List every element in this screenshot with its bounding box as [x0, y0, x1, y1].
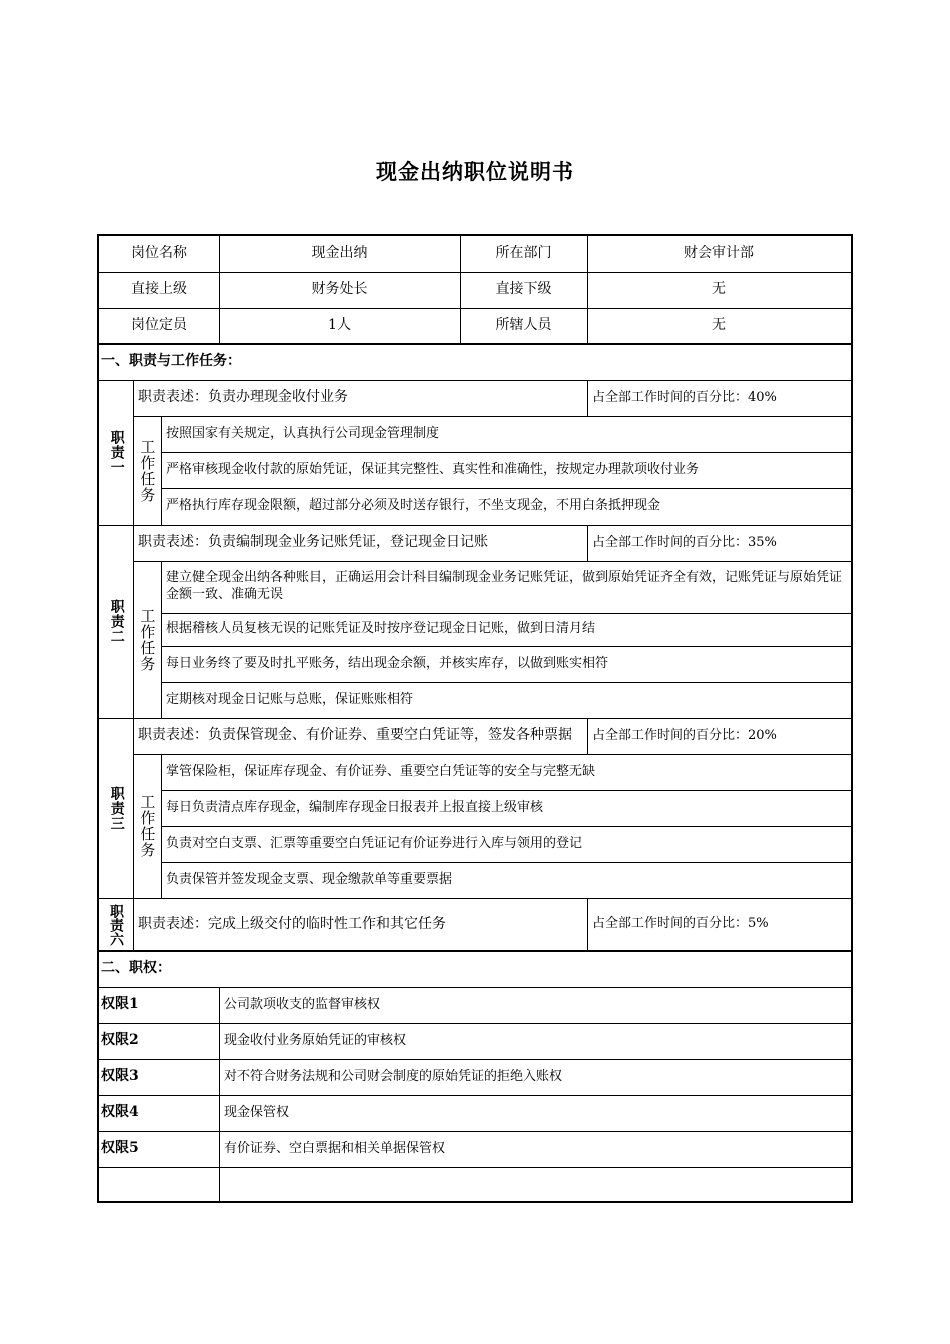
header-value: 无 — [712, 281, 726, 298]
duty-percent: 占全部工作时间的百分比：20% — [592, 727, 777, 743]
header-label: 直接下级 — [495, 281, 552, 298]
column-divider — [219, 987, 220, 1201]
header-label: 所在部门 — [495, 245, 552, 262]
task-label — [133, 754, 161, 898]
column-divider — [587, 525, 588, 561]
column-divider — [587, 898, 588, 951]
row-divider — [161, 613, 851, 614]
task-item: 定期核对现金日记账与总账，保证账账相符 — [166, 691, 414, 707]
row-divider — [99, 950, 851, 952]
right-text: 现金收付业务原始凭证的审核权 — [224, 1032, 407, 1048]
task-item: 按照国家有关规定，认真执行公司现金管理制度 — [166, 425, 440, 441]
right-label — [99, 1167, 219, 1201]
row-divider — [161, 488, 851, 489]
row-divider — [133, 561, 851, 562]
header-label: 所辖人员 — [495, 317, 552, 334]
row-divider — [99, 718, 851, 719]
row-divider — [99, 272, 851, 273]
duty-label-text: 职责六 — [108, 903, 124, 946]
right-label: 权限3 — [101, 1068, 139, 1085]
section-heading: 二、职权： — [101, 960, 171, 977]
duty-label — [99, 525, 133, 718]
duty-statement: 职责表述：负责编制现金业务记账凭证，登记现金日记账 — [138, 534, 488, 551]
header-label: 岗位定员 — [131, 317, 187, 334]
task-item: 根据稽核人员复核无误的记账凭证及时按序登记现金日记账，做到日清月结 — [166, 621, 596, 637]
section-heading: 一、职责与工作任务： — [101, 353, 241, 370]
task-label-text: 工作任务 — [138, 438, 157, 503]
row-divider — [99, 308, 851, 309]
task-label-text: 工作任务 — [138, 794, 157, 858]
duty-label — [99, 718, 133, 898]
header-label: 直接上级 — [131, 281, 187, 298]
right-text: 公司款项收支的监督审核权 — [224, 996, 381, 1012]
right-text: 现金保管权 — [224, 1104, 290, 1120]
duty-label-text: 职责二 — [108, 599, 125, 644]
header-value: 1人 — [328, 317, 351, 334]
right-text — [219, 1167, 851, 1201]
duty-percent: 占全部工作时间的百分比：40% — [592, 389, 777, 405]
task-item: 严格执行库存现金限额，超过部分必须及时送存银行，不坐支现金，不用白条抵押现金 — [166, 498, 661, 514]
task-item: 每日业务终了要及时扎平账务，结出现金余额，并核实库存，以做到账实相符 — [166, 655, 609, 671]
header-label: 岗位名称 — [131, 245, 187, 262]
duty-label — [99, 380, 133, 525]
row-divider — [133, 754, 851, 755]
right-label: 权限5 — [101, 1140, 139, 1157]
document-title: 现金出纳职位说明书 — [376, 160, 574, 184]
column-divider — [161, 754, 162, 898]
column-divider — [161, 561, 162, 718]
duty-statement: 职责表述：负责办理现金收付业务 — [138, 389, 348, 406]
duty-label-text: 职责一 — [108, 430, 125, 475]
column-divider — [460, 236, 461, 344]
row-divider — [161, 682, 851, 683]
row-divider — [161, 452, 851, 453]
task-label-text: 工作任务 — [138, 607, 157, 672]
job-description-table — [97, 234, 853, 1203]
right-label: 权限2 — [101, 1032, 139, 1049]
header-value: 财务处长 — [311, 281, 368, 298]
task-item: 每日负责清点库存现金，编制库存现金日报表并上报直接上级审核 — [166, 799, 544, 815]
column-divider — [587, 718, 588, 754]
task-item: 严格审核现金收付款的原始凭证，保证其完整性、真实性和准确性，按规定办理款项收付业务 — [166, 461, 700, 477]
row-divider — [99, 898, 851, 899]
task-item: 负责保管并签发现金支票、现金缴款单等重要票据 — [166, 871, 453, 887]
right-text: 对不符合财务法规和公司财会制度的原始凭证的拒绝入账权 — [224, 1068, 563, 1084]
row-divider — [99, 380, 851, 381]
row-divider — [99, 343, 851, 345]
task-item: 建立健全现金出纳各种账目，正确运用会计科目编制现金业务记账凭证，做到原始凭证齐全有效，记账凭证与原始凭证金额一致、准确无误 — [166, 570, 843, 602]
task-label — [133, 561, 161, 718]
column-divider — [587, 380, 588, 416]
row-divider — [99, 987, 851, 988]
duty-statement: 职责表述：完成上级交付的临时性工作和其它任务 — [138, 915, 446, 932]
row-divider — [99, 525, 851, 526]
duty-statement: 职责表述：负责保管现金、有价证券、重要空白凭证等，签发各种票据 — [138, 727, 572, 744]
header-value: 无 — [712, 317, 726, 334]
task-label — [133, 416, 161, 525]
column-divider — [161, 416, 162, 525]
column-divider — [133, 380, 134, 951]
row-divider — [161, 826, 851, 827]
task-item: 负责对空白支票、汇票等重要空白凭证记有价证券进行入库与领用的登记 — [166, 835, 583, 851]
row-divider — [99, 1131, 851, 1132]
duty-label-text: 职责三 — [108, 785, 125, 831]
task-item: 掌管保险柜，保证库存现金、有价证券、重要空白凭证等的安全与完整无缺 — [166, 763, 596, 779]
duty-percent: 占全部工作时间的百分比：5% — [592, 916, 769, 932]
row-divider — [161, 790, 851, 791]
header-value: 现金出纳 — [311, 245, 368, 262]
row-divider — [161, 646, 851, 647]
duty-label — [99, 898, 133, 951]
right-label: 权限1 — [101, 996, 139, 1013]
right-label: 权限4 — [101, 1104, 139, 1121]
row-divider — [99, 1023, 851, 1024]
row-divider — [99, 1095, 851, 1096]
header-value: 财会审计部 — [684, 245, 754, 262]
row-divider — [99, 1059, 851, 1060]
row-divider — [99, 1167, 851, 1168]
duty-percent: 占全部工作时间的百分比：35% — [592, 534, 777, 550]
column-divider — [587, 236, 588, 344]
column-divider — [219, 236, 220, 344]
right-text: 有价证券、空白票据和相关单据保管权 — [224, 1140, 446, 1156]
row-divider — [133, 416, 851, 417]
row-divider — [161, 862, 851, 863]
